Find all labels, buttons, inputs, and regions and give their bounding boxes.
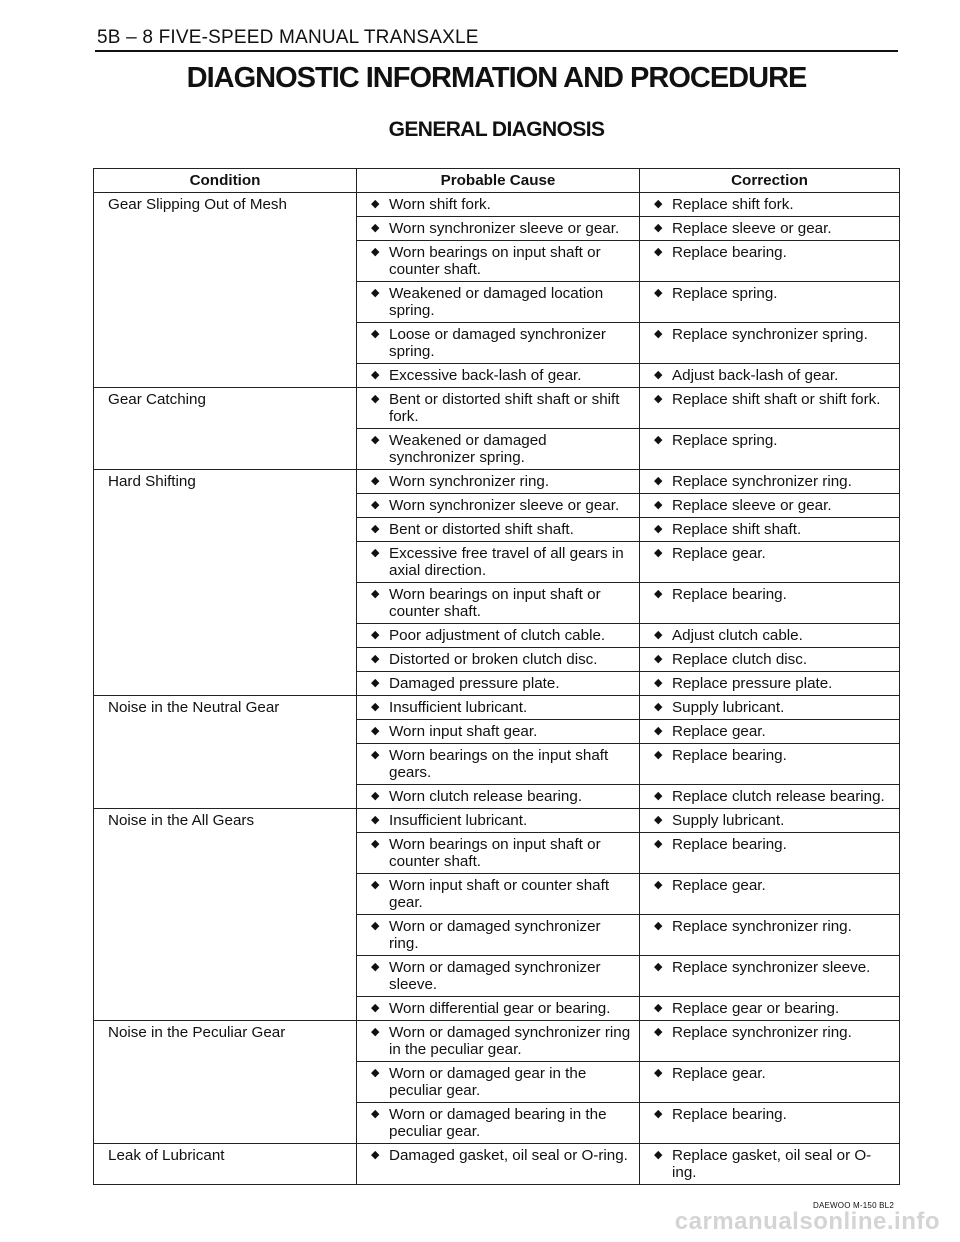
condition-cell: Leak of Lubricant xyxy=(94,1144,357,1185)
bullet-diamond-icon: ◆ xyxy=(371,246,380,258)
correction-text: Replace synchronizer ring. xyxy=(672,473,852,490)
probable-cause-cell xyxy=(357,1144,640,1185)
correction-text: Replace gear. xyxy=(672,545,766,562)
cause-text: Bent or distorted shift shaft. xyxy=(389,521,574,538)
bullet-diamond-icon: ◆ xyxy=(371,961,380,973)
correction-text: Replace gear. xyxy=(672,1065,766,1082)
correction-text: Replace gear. xyxy=(672,877,766,894)
condition-cell: Hard Shifting xyxy=(94,470,357,696)
bullet-diamond-icon: ◆ xyxy=(371,475,380,487)
cause-text: Worn input shaft or counter shaft gear. xyxy=(389,877,610,911)
probable-cause-cell xyxy=(357,217,640,241)
correction-cell xyxy=(640,470,900,494)
bullet-diamond-icon: ◆ xyxy=(371,369,380,381)
cause-text: Worn bearings on input shaft or counter shaft. xyxy=(389,244,601,278)
probable-cause-cell xyxy=(357,429,640,470)
bullet-diamond-icon: ◆ xyxy=(654,629,663,641)
table-row xyxy=(94,809,900,833)
correction-cell xyxy=(640,193,900,217)
cause-text: Weakened or damaged location spring. xyxy=(389,285,604,319)
cause-text: Loose or damaged synchronizer spring. xyxy=(389,326,606,360)
probable-cause-cell xyxy=(357,809,640,833)
cause-text: Worn or damaged synchronizer ring in the peculiar gear. xyxy=(389,1024,631,1058)
cause-text: Bent or distorted shift shaft or shift fork. xyxy=(389,391,620,425)
probable-cause-cell xyxy=(357,1021,640,1062)
bullet-diamond-icon: ◆ xyxy=(654,677,663,689)
bullet-diamond-icon: ◆ xyxy=(654,1108,663,1120)
correction-cell xyxy=(640,282,900,323)
correction-cell xyxy=(640,217,900,241)
cause-text: Worn shift fork. xyxy=(389,196,491,213)
correction-text: Replace sleeve or gear. xyxy=(672,220,832,237)
bullet-diamond-icon: ◆ xyxy=(371,1002,380,1014)
bullet-diamond-icon: ◆ xyxy=(371,1067,380,1079)
bullet-diamond-icon: ◆ xyxy=(654,547,663,559)
correction-cell xyxy=(640,809,900,833)
bullet-diamond-icon: ◆ xyxy=(654,749,663,761)
correction-cell xyxy=(640,518,900,542)
correction-cell xyxy=(640,1103,900,1144)
table-row xyxy=(94,1021,900,1062)
correction-cell xyxy=(640,785,900,809)
table-row xyxy=(94,388,900,429)
bullet-diamond-icon: ◆ xyxy=(371,547,380,559)
condition-cell: Noise in the Neutral Gear xyxy=(94,696,357,809)
probable-cause-cell xyxy=(357,672,640,696)
cause-text: Worn differential gear or bearing. xyxy=(389,1000,611,1017)
correction-cell xyxy=(640,672,900,696)
bullet-diamond-icon: ◆ xyxy=(654,523,663,535)
correction-text: Replace bearing. xyxy=(672,836,787,853)
bullet-diamond-icon: ◆ xyxy=(654,838,663,850)
bullet-diamond-icon: ◆ xyxy=(654,393,663,405)
probable-cause-cell xyxy=(357,323,640,364)
condition-cell: Noise in the Peculiar Gear xyxy=(94,1021,357,1144)
correction-cell xyxy=(640,583,900,624)
correction-cell xyxy=(640,494,900,518)
correction-text: Replace spring. xyxy=(672,432,778,449)
column-header-condition: Condition xyxy=(94,169,357,193)
cause-text: Worn bearings on input shaft or counter shaft. xyxy=(389,836,601,870)
bullet-diamond-icon: ◆ xyxy=(371,287,380,299)
bullet-diamond-icon: ◆ xyxy=(654,814,663,826)
correction-cell xyxy=(640,744,900,785)
bullet-diamond-icon: ◆ xyxy=(654,725,663,737)
probable-cause-cell xyxy=(357,1103,640,1144)
bullet-diamond-icon: ◆ xyxy=(654,790,663,802)
correction-text: Adjust clutch cable. xyxy=(672,627,803,644)
correction-text: Replace gear or bearing. xyxy=(672,1000,840,1017)
cause-text: Worn or damaged gear in the peculiar gear. xyxy=(389,1065,587,1099)
bullet-diamond-icon: ◆ xyxy=(371,499,380,511)
bullet-diamond-icon: ◆ xyxy=(371,1108,380,1120)
bullet-diamond-icon: ◆ xyxy=(371,790,380,802)
watermark: carmanualsonline.info xyxy=(674,1208,940,1235)
probable-cause-cell xyxy=(357,518,640,542)
bullet-diamond-icon: ◆ xyxy=(654,499,663,511)
probable-cause-cell xyxy=(357,388,640,429)
condition-cell: Gear Catching xyxy=(94,388,357,470)
bullet-diamond-icon: ◆ xyxy=(371,653,380,665)
table-row xyxy=(94,193,900,217)
correction-text: Replace gasket, oil seal or O-ing. xyxy=(672,1147,872,1181)
cause-text: Worn bearings on the input shaft gears. xyxy=(389,747,609,781)
correction-text: Adjust back-lash of gear. xyxy=(672,367,839,384)
bullet-diamond-icon: ◆ xyxy=(371,1149,380,1161)
probable-cause-cell xyxy=(357,470,640,494)
bullet-diamond-icon: ◆ xyxy=(654,369,663,381)
correction-cell xyxy=(640,1144,900,1185)
running-header: 5B – 8 FIVE-SPEED MANUAL TRANSAXLE xyxy=(97,27,479,48)
correction-cell xyxy=(640,696,900,720)
probable-cause-cell xyxy=(357,193,640,217)
cause-text: Insufficient lubricant. xyxy=(389,699,528,716)
correction-text: Replace bearing. xyxy=(672,747,787,764)
cause-text: Worn synchronizer sleeve or gear. xyxy=(389,220,620,237)
diagnosis-table-body xyxy=(94,193,900,1185)
probable-cause-cell xyxy=(357,696,640,720)
probable-cause-cell xyxy=(357,997,640,1021)
cause-text: Damaged pressure plate. xyxy=(389,675,560,692)
probable-cause-cell xyxy=(357,833,640,874)
probable-cause-cell xyxy=(357,744,640,785)
bullet-diamond-icon: ◆ xyxy=(371,629,380,641)
cause-text: Weakened or damaged synchronizer spring. xyxy=(389,432,547,466)
bullet-diamond-icon: ◆ xyxy=(371,222,380,234)
correction-cell xyxy=(640,364,900,388)
correction-text: Replace spring. xyxy=(672,285,778,302)
correction-cell xyxy=(640,1062,900,1103)
cause-text: Worn synchronizer sleeve or gear. xyxy=(389,497,620,514)
probable-cause-cell xyxy=(357,720,640,744)
bullet-diamond-icon: ◆ xyxy=(371,701,380,713)
bullet-diamond-icon: ◆ xyxy=(371,920,380,932)
correction-cell xyxy=(640,915,900,956)
correction-text: Replace gear. xyxy=(672,723,766,740)
cause-text: Insufficient lubricant. xyxy=(389,812,528,829)
bullet-diamond-icon: ◆ xyxy=(654,1026,663,1038)
cause-text: Excessive back-lash of gear. xyxy=(389,367,582,384)
correction-text: Replace shift shaft or shift fork. xyxy=(672,391,881,408)
bullet-diamond-icon: ◆ xyxy=(654,701,663,713)
table-row xyxy=(94,470,900,494)
probable-cause-cell xyxy=(357,583,640,624)
correction-cell xyxy=(640,956,900,997)
probable-cause-cell xyxy=(357,542,640,583)
probable-cause-cell xyxy=(357,956,640,997)
correction-text: Replace synchronizer ring. xyxy=(672,1024,852,1041)
correction-cell xyxy=(640,648,900,672)
bullet-diamond-icon: ◆ xyxy=(654,879,663,891)
section-title: GENERAL DIAGNOSIS xyxy=(388,118,605,141)
bullet-diamond-icon: ◆ xyxy=(371,879,380,891)
bullet-diamond-icon: ◆ xyxy=(654,653,663,665)
bullet-diamond-icon: ◆ xyxy=(371,393,380,405)
probable-cause-cell xyxy=(357,915,640,956)
correction-text: Replace synchronizer ring. xyxy=(672,918,852,935)
bullet-diamond-icon: ◆ xyxy=(371,328,380,340)
correction-cell xyxy=(640,542,900,583)
table-row xyxy=(94,696,900,720)
page-title: DIAGNOSTIC INFORMATION AND PROCEDURE xyxy=(186,62,807,94)
bullet-diamond-icon: ◆ xyxy=(654,222,663,234)
bullet-diamond-icon: ◆ xyxy=(371,749,380,761)
correction-text: Supply lubricant. xyxy=(672,699,785,716)
bullet-diamond-icon: ◆ xyxy=(371,838,380,850)
cause-text: Poor adjustment of clutch cable. xyxy=(389,627,606,644)
bullet-diamond-icon: ◆ xyxy=(654,588,663,600)
bullet-diamond-icon: ◆ xyxy=(371,198,380,210)
column-header-correction: Correction xyxy=(640,169,900,193)
bullet-diamond-icon: ◆ xyxy=(654,198,663,210)
correction-cell xyxy=(640,720,900,744)
cause-text: Distorted or broken clutch disc. xyxy=(389,651,598,668)
correction-text: Replace clutch disc. xyxy=(672,651,808,668)
cause-text: Worn clutch release bearing. xyxy=(389,788,583,805)
bullet-diamond-icon: ◆ xyxy=(654,246,663,258)
bullet-diamond-icon: ◆ xyxy=(654,1002,663,1014)
table-row xyxy=(94,1144,900,1185)
cause-text: Worn or damaged synchronizer ring. xyxy=(389,918,601,952)
correction-text: Replace synchronizer sleeve. xyxy=(672,959,871,976)
table-header-row xyxy=(94,169,900,193)
probable-cause-cell xyxy=(357,624,640,648)
probable-cause-cell xyxy=(357,1062,640,1103)
correction-text: Replace bearing. xyxy=(672,586,787,603)
bullet-diamond-icon: ◆ xyxy=(371,523,380,535)
column-header-probable-cause: Probable Cause xyxy=(357,169,640,193)
correction-cell xyxy=(640,997,900,1021)
bullet-diamond-icon: ◆ xyxy=(654,920,663,932)
correction-cell xyxy=(640,323,900,364)
correction-cell xyxy=(640,833,900,874)
correction-cell xyxy=(640,874,900,915)
correction-text: Replace synchronizer spring. xyxy=(672,326,868,343)
correction-cell xyxy=(640,624,900,648)
page-footer-code: DAEWOO M-150 BL2 xyxy=(812,1201,894,1210)
bullet-diamond-icon: ◆ xyxy=(654,287,663,299)
correction-text: Replace shift fork. xyxy=(672,196,794,213)
bullet-diamond-icon: ◆ xyxy=(371,814,380,826)
bullet-diamond-icon: ◆ xyxy=(654,1149,663,1161)
correction-text: Replace bearing. xyxy=(672,244,787,261)
cause-text: Damaged gasket, oil seal or O-ring. xyxy=(389,1147,628,1164)
probable-cause-cell xyxy=(357,241,640,282)
correction-text: Replace pressure plate. xyxy=(672,675,833,692)
correction-cell xyxy=(640,429,900,470)
correction-cell xyxy=(640,388,900,429)
cause-text: Excessive free travel of all gears in axial direction. xyxy=(389,545,624,579)
probable-cause-cell xyxy=(357,494,640,518)
cause-text: Worn or damaged bearing in the peculiar gear. xyxy=(389,1106,607,1140)
bullet-diamond-icon: ◆ xyxy=(371,1026,380,1038)
diagnosis-table xyxy=(93,168,900,1185)
correction-text: Replace clutch release bearing. xyxy=(672,788,885,805)
probable-cause-cell xyxy=(357,282,640,323)
cause-text: Worn input shaft gear. xyxy=(389,723,538,740)
cause-text: Worn or damaged synchronizer sleeve. xyxy=(389,959,601,993)
bullet-diamond-icon: ◆ xyxy=(654,961,663,973)
condition-cell: Noise in the All Gears xyxy=(94,809,357,1021)
bullet-diamond-icon: ◆ xyxy=(371,588,380,600)
probable-cause-cell xyxy=(357,364,640,388)
bullet-diamond-icon: ◆ xyxy=(371,725,380,737)
probable-cause-cell xyxy=(357,785,640,809)
cause-text: Worn bearings on input shaft or counter shaft. xyxy=(389,586,601,620)
bullet-diamond-icon: ◆ xyxy=(654,434,663,446)
bullet-diamond-icon: ◆ xyxy=(371,677,380,689)
bullet-diamond-icon: ◆ xyxy=(654,1067,663,1079)
correction-cell xyxy=(640,241,900,282)
correction-text: Replace sleeve or gear. xyxy=(672,497,832,514)
probable-cause-cell xyxy=(357,648,640,672)
bullet-diamond-icon: ◆ xyxy=(654,328,663,340)
bullet-diamond-icon: ◆ xyxy=(654,475,663,487)
cause-text: Worn synchronizer ring. xyxy=(389,473,550,490)
condition-cell: Gear Slipping Out of Mesh xyxy=(94,193,357,388)
bullet-diamond-icon: ◆ xyxy=(371,434,380,446)
probable-cause-cell xyxy=(357,874,640,915)
header-rule xyxy=(95,50,898,52)
correction-text: Supply lubricant. xyxy=(672,812,785,829)
correction-text: Replace bearing. xyxy=(672,1106,787,1123)
correction-cell xyxy=(640,1021,900,1062)
correction-text: Replace shift shaft. xyxy=(672,521,802,538)
